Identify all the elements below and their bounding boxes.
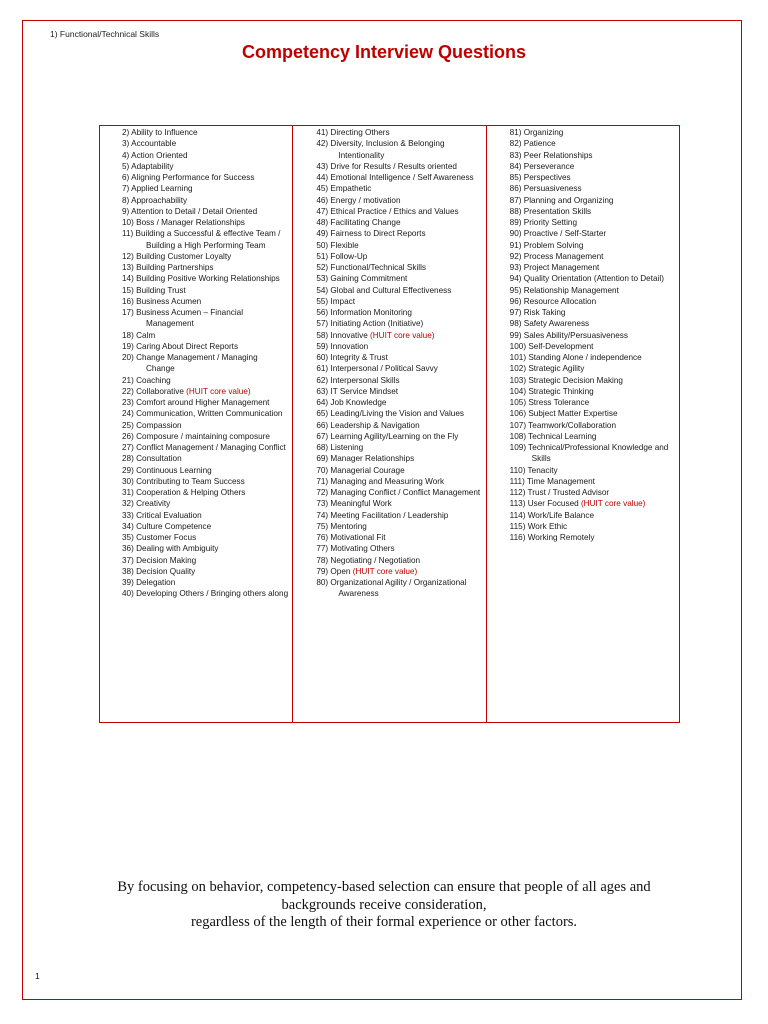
competency-label: 38) Decision Quality [122, 566, 196, 576]
competency-item [293, 465, 485, 476]
competency-item [293, 307, 485, 318]
competency-label: 36) Dealing with Ambiguity [122, 544, 219, 554]
competency-label: 112) Trust / Trusted Advisor [509, 488, 610, 497]
competency-item [100, 521, 292, 532]
competency-item [100, 307, 292, 330]
competency-item [100, 375, 292, 386]
footer-quote [0, 879, 768, 932]
competency-label: 41) Directing Others [316, 128, 390, 137]
competency-item [293, 138, 485, 161]
competency-item [293, 566, 485, 577]
competency-label: 47) Ethical Practice / Ethics and Values [316, 206, 459, 216]
competency-item [100, 465, 292, 476]
competency-label: 9) Attention to Detail / Detail Oriented [122, 206, 258, 216]
competency-label: 68) Listening [316, 443, 364, 452]
competency-item [100, 228, 292, 251]
competency-item [293, 487, 485, 498]
competency-label: 76) Motivational Fit [316, 533, 386, 542]
competency-label: 110) Tenacity [509, 465, 558, 475]
competency-label: 104) Strategic Thinking [509, 386, 594, 396]
competency-label: 114) Work/Life Balance [509, 510, 595, 520]
competency-item [293, 442, 485, 453]
competency-label: 80) Organizational Agility / Organizational Awareness [316, 578, 467, 599]
competency-item [293, 476, 485, 487]
competency-item [100, 138, 292, 149]
competency-item [293, 341, 485, 352]
competency-item [487, 183, 679, 194]
competency-label: 74) Meeting Facilitation / Leadership [316, 510, 449, 520]
competency-label: 108) Technical Learning [509, 431, 597, 441]
competency-item [293, 577, 485, 600]
competency-label: 95) Relationship Management [509, 285, 619, 295]
competency-label: 81) Organizing [509, 128, 564, 137]
competency-item [487, 442, 679, 465]
competency-item [100, 555, 292, 566]
competency-item [293, 285, 485, 296]
competency-label: 64) Job Knowledge [316, 398, 387, 407]
competency-label: 101) Standing Alone / independence [509, 353, 642, 362]
competency-item [487, 363, 679, 374]
competency-item [100, 217, 292, 228]
competency-item [487, 285, 679, 296]
competency-label: 19) Caring About Direct Reports [122, 341, 239, 351]
competency-label: 59) Innovation [316, 341, 369, 351]
competency-label: 35) Customer Focus [122, 533, 197, 542]
competency-item [487, 296, 679, 307]
footer-line-1: By focusing on behavior, competency-based selection can ensure that people of all ages and [117, 879, 651, 895]
competency-label: 26) Composure / maintaining composure [122, 431, 270, 441]
competency-item [293, 206, 485, 217]
competency-item [487, 217, 679, 228]
competency-item [487, 330, 679, 341]
competency-label: 107) Teamwork/Collaboration [509, 420, 616, 430]
competency-label: 17) Business Acumen – Financial Management [122, 308, 244, 329]
competency-label: 31) Cooperation & Helping Others [122, 488, 246, 497]
competency-label: 48) Facilitating Change [316, 218, 401, 227]
competency-item [100, 386, 292, 397]
competency-item [293, 498, 485, 509]
competency-item [487, 352, 679, 363]
competency-item [487, 318, 679, 329]
competency-label: 14) Building Positive Working Relationships [122, 274, 280, 284]
competency-item [293, 273, 485, 284]
competency-label: 100) Self-Development [509, 341, 594, 351]
competency-label: 5) Adaptability [122, 161, 174, 171]
competency-label: 57) Initiating Action (Initiative) [316, 319, 424, 329]
footer-line-2: backgrounds receive consideration, [281, 896, 487, 913]
competency-label: 20) Change Management / Managing Change [122, 353, 258, 374]
competency-label: 3) Accountable [122, 139, 177, 149]
competency-label: 40) Developing Others / Bringing others along [122, 589, 289, 599]
competency-item [293, 521, 485, 532]
competency-item [487, 420, 679, 431]
competency-item [487, 431, 679, 442]
competency-item [487, 476, 679, 487]
competency-label: 66) Leadership & Navigation [316, 420, 420, 430]
competency-item [487, 307, 679, 318]
competency-label: 98) Safety Awareness [509, 319, 590, 329]
competency-label: 4) Action Oriented [122, 150, 188, 160]
competency-label: 44) Emotional Intelligence / Self Awareness [316, 173, 474, 182]
competency-item [293, 431, 485, 442]
competency-label: 106) Subject Matter Expertise [509, 409, 618, 419]
page-number: 1 [35, 971, 40, 981]
competency-label: 16) Business Acumen [122, 296, 202, 306]
competency-label: 91) Problem Solving [509, 240, 584, 250]
competency-item [100, 341, 292, 352]
competency-label: 49) Fairness to Direct Reports [316, 229, 426, 239]
competency-label: 85) Perspectives [509, 173, 571, 182]
competency-item [293, 183, 485, 194]
competency-label: 99) Sales Ability/Persuasiveness [509, 330, 628, 340]
competency-item [100, 532, 292, 543]
competency-item [487, 150, 679, 161]
competency-item [100, 510, 292, 521]
competency-label: 90) Proactive / Self-Starter [509, 229, 607, 239]
competency-item [100, 273, 292, 284]
competency-item [487, 532, 679, 543]
competency-label: 12) Building Customer Loyalty [122, 251, 232, 261]
competency-item [487, 341, 679, 352]
competency-item [293, 318, 485, 329]
competency-label: 97) Risk Taking [509, 308, 566, 317]
competency-item [487, 262, 679, 273]
competency-label: 67) Learning Agility/Learning on the Fly [316, 431, 459, 441]
competency-item [293, 420, 485, 431]
competency-label: 83) Peer Relationships [509, 150, 593, 160]
competency-label: 109) Technical/Professional Knowledge and Skills [509, 443, 669, 464]
competency-item [293, 510, 485, 521]
competency-label: 116) Working Remotely [509, 533, 595, 542]
competency-item [100, 588, 292, 599]
competency-label: 39) Delegation [122, 578, 176, 587]
competency-item [100, 498, 292, 509]
competency-label: 33) Critical Evaluation [122, 510, 202, 520]
competency-item [487, 195, 679, 206]
competency-label: 56) Information Monitoring [316, 308, 412, 317]
competency-label: 73) Meaningful Work [316, 499, 392, 509]
competency-label: 50) Flexible [316, 240, 359, 250]
competency-label: 46) Energy / motivation [316, 195, 401, 205]
competency-item [100, 487, 292, 498]
competency-label: 79) Open [316, 566, 353, 576]
competency-item [487, 487, 679, 498]
competency-label: 45) Empathetic [316, 184, 372, 194]
competency-label: 37) Decision Making [122, 555, 197, 565]
competency-item [293, 386, 485, 397]
competency-item [293, 453, 485, 464]
competency-label: 32) Creativity [122, 499, 171, 509]
competency-item [100, 453, 292, 464]
competency-item [293, 172, 485, 183]
competency-label: 86) Persuasiveness [509, 184, 582, 194]
competency-label: 24) Communication, Written Communication [122, 409, 283, 419]
competency-label: 88) Presentation Skills [509, 206, 592, 216]
competency-column-2 [292, 126, 485, 722]
competency-item [293, 262, 485, 273]
footer-line-3: regardless of the length of their formal experience or other factors. [190, 914, 578, 930]
competency-item [487, 386, 679, 397]
competency-label: 92) Process Management [509, 251, 604, 261]
competency-item [100, 431, 292, 442]
competency-label: 8) Approachability [122, 195, 188, 205]
competency-label: 23) Comfort around Higher Management [122, 398, 270, 407]
header-note: 1) Functional/Technical Skills [50, 29, 160, 39]
competency-item [293, 408, 485, 419]
competency-item [100, 543, 292, 554]
competency-label: 93) Project Management [509, 263, 600, 272]
competency-item [100, 172, 292, 183]
core-value-tag: (HUIT core value) [352, 566, 418, 576]
competency-item [100, 206, 292, 217]
competency-item [293, 161, 485, 172]
competency-column-3 [486, 126, 679, 722]
competency-item [100, 420, 292, 431]
competency-item [293, 330, 485, 341]
competency-label: 22) Collaborative [122, 386, 187, 396]
competency-label: 11) Building a Successful & effective Team / Building a High Performing Team [122, 229, 281, 250]
competency-label: 10) Boss / Manager Relationships [122, 218, 245, 227]
competency-label: 15) Building Trust [122, 285, 186, 295]
competency-item [293, 532, 485, 543]
competency-item [100, 150, 292, 161]
competency-item [100, 408, 292, 419]
core-value-tag: (HUIT core value) [186, 386, 251, 396]
competency-item [487, 465, 679, 476]
competency-item [100, 397, 292, 408]
competency-label: 53) Gaining Commitment [316, 274, 408, 284]
competency-label: 25) Compassion [122, 420, 182, 430]
core-value-tag: (HUIT core value) [580, 499, 646, 509]
competency-label: 2) Ability to Influence [122, 128, 198, 137]
competency-item [100, 161, 292, 172]
competency-item [293, 375, 485, 386]
competency-item [100, 352, 292, 375]
competency-item [487, 273, 679, 284]
competency-item [100, 262, 292, 273]
competency-item [293, 251, 485, 262]
competency-item [100, 442, 292, 453]
competency-label: 115) Work Ethic [509, 521, 568, 531]
competency-item [487, 510, 679, 521]
core-value-tag: (HUIT core value) [370, 330, 435, 340]
competency-label: 70) Managerial Courage [316, 465, 405, 475]
competency-item [293, 195, 485, 206]
competency-label: 29) Continuous Learning [122, 465, 212, 475]
competency-label: 42) Diversity, Inclusion & Belonging Intentionality [316, 139, 445, 160]
competency-label: 63) IT Service Mindset [316, 386, 399, 396]
competency-label: 7) Applied Learning [122, 184, 193, 194]
competency-item [100, 330, 292, 341]
competency-item [293, 543, 485, 554]
competency-item [293, 352, 485, 363]
competency-item [100, 476, 292, 487]
competency-item [487, 161, 679, 172]
competency-item [100, 251, 292, 262]
competency-label: 113) User Focused [509, 499, 581, 509]
competency-label: 84) Perseverance [509, 161, 575, 171]
competency-item [293, 397, 485, 408]
competency-label: 87) Planning and Organizing [509, 195, 614, 205]
page-title: Competency Interview Questions [241, 42, 527, 62]
competency-label: 89) Priority Setting [509, 218, 578, 227]
competency-item [293, 240, 485, 251]
competency-label: 34) Culture Competence [122, 521, 212, 531]
competency-item [487, 228, 679, 239]
competency-label: 51) Follow-Up [316, 251, 368, 261]
competency-label: 6) Aligning Performance for Success [122, 173, 255, 182]
competency-item [100, 195, 292, 206]
competency-item [487, 127, 679, 138]
competency-item [100, 566, 292, 577]
competency-label: 94) Quality Orientation (Attention to Detail) [509, 274, 664, 284]
competency-item [293, 363, 485, 374]
competency-label: 96) Resource Allocation [509, 296, 597, 306]
competency-label: 62) Interpersonal Skills [316, 375, 400, 385]
competency-label: 58) Innovative [316, 330, 371, 340]
competency-item [100, 127, 292, 138]
competency-label: 27) Conflict Management / Managing Conflict [122, 443, 286, 452]
competency-label: 111) Time Management [509, 476, 595, 486]
competency-label: 18) Calm [122, 330, 156, 340]
competency-label: 65) Leading/Living the Vision and Values [316, 409, 464, 419]
competency-label: 54) Global and Cultural Effectiveness [316, 285, 452, 295]
competency-table [99, 125, 680, 723]
competency-label: 69) Manager Relationships [316, 454, 415, 464]
competency-label: 103) Strategic Decision Making [509, 375, 623, 385]
competency-label: 61) Interpersonal / Political Savvy [316, 364, 438, 374]
competency-item [487, 498, 679, 509]
competency-label: 72) Managing Conflict / Conflict Management [316, 488, 481, 497]
competency-item [487, 521, 679, 532]
competency-item [100, 183, 292, 194]
competency-label: 102) Strategic Agility [509, 364, 585, 374]
competency-item [487, 138, 679, 149]
competency-item [487, 251, 679, 262]
competency-label: 82) Patience [509, 139, 556, 149]
competency-item [293, 555, 485, 566]
competency-item [293, 217, 485, 228]
competency-label: 75) Mentoring [316, 521, 367, 531]
competency-label: 43) Drive for Results / Results oriented [316, 161, 457, 171]
competency-label: 55) Impact [316, 296, 356, 306]
competency-item [100, 296, 292, 307]
competency-column-1 [100, 126, 292, 722]
competency-item [487, 408, 679, 419]
competency-item [100, 285, 292, 296]
competency-label: 30) Contributing to Team Success [122, 476, 245, 486]
competency-label: 52) Functional/Technical Skills [316, 263, 426, 272]
competency-item [487, 206, 679, 217]
competency-label: 60) Integrity & Trust [316, 353, 388, 362]
competency-label: 71) Managing and Measuring Work [316, 476, 445, 486]
competency-item [100, 577, 292, 588]
competency-label: 78) Negotiating / Negotiation [316, 555, 421, 565]
competency-item [487, 172, 679, 183]
competency-label: 77) Motivating Others [316, 544, 395, 554]
competency-label: 13) Building Partnerships [122, 263, 214, 272]
competency-item [293, 296, 485, 307]
competency-item [293, 127, 485, 138]
competency-label: 105) Stress Tolerance [509, 398, 590, 407]
competency-label: 21) Coaching [122, 375, 171, 385]
competency-item [293, 228, 485, 239]
competency-item [487, 375, 679, 386]
competency-item [487, 397, 679, 408]
competency-label: 28) Consultation [122, 454, 182, 464]
competency-item [487, 240, 679, 251]
